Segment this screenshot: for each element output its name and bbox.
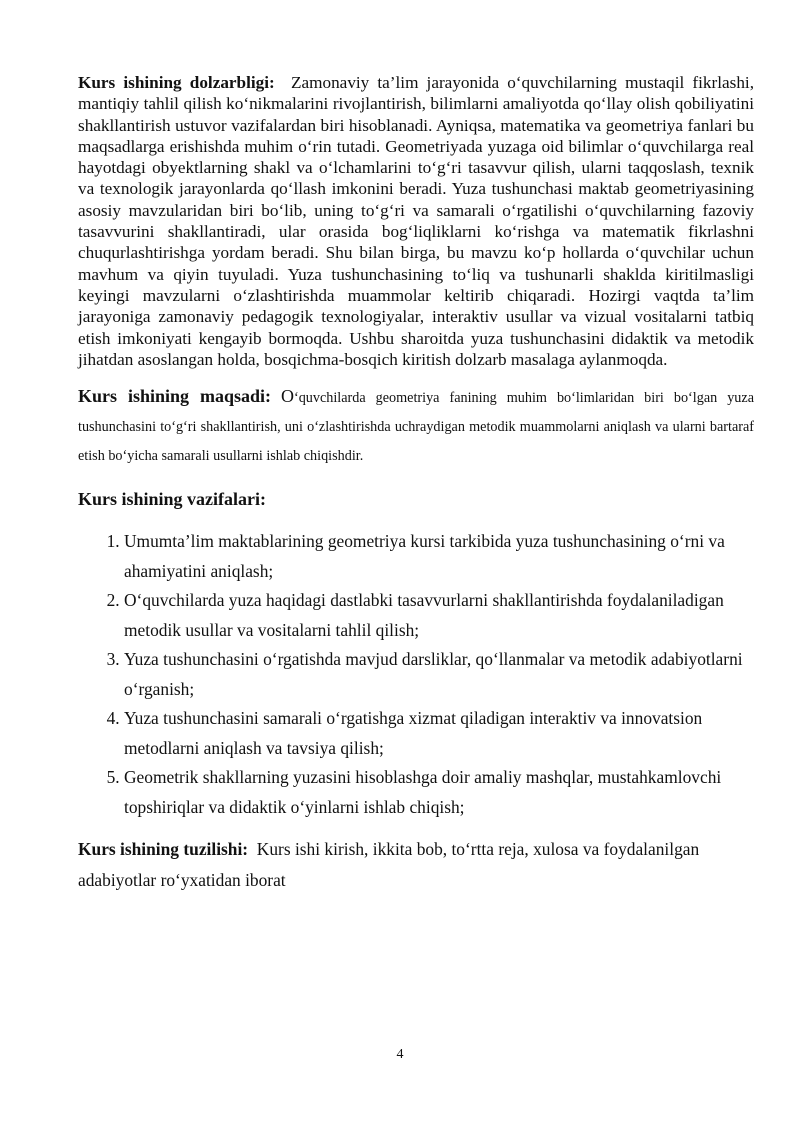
task-item: 3. Yuza tushunchasini o‘rgatishda mavjud darsliklar, qo‘llanmalar va metodik adabiyotlarni o‘rganish; <box>124 645 754 704</box>
tasks-list <box>78 527 754 822</box>
task-item: 1. Umumta’lim maktablarining geometriya kursi tarkibida yuza tushunchasining o‘rni va ahamiyatini aniqlash; <box>124 527 754 586</box>
tasks-heading: Kurs ishining vazifalari: <box>78 489 267 510</box>
relevance-label: Kurs ishining dolzarbligi: <box>78 73 275 92</box>
task-item: 2. O‘quvchilarda yuza haqidagi dastlabki tasavvurlarni shakllantirishda foydalaniladigan metodik usullar va vositalarni tahlil qilish; <box>124 586 754 645</box>
relevance-text: Zamonaviy ta’lim jarayonida o‘quvchilarning mustaqil fikrlashi, mantiqiy tahlil qilish ko‘nikmalarini rivojlantirish, bilimlarni amaliyotda qo‘llay olish qobiliyatini shakllantirish ustuvor vazifalardan biri hisoblanadi. Ayniqsa, matematika va geometriya fanlari bu maqsadlarga erishishda muhim o‘rin tutadi. Geometriyada yuzaga oid bilimlar o‘quvchilarga real hayotdagi obyektlarning shakl va o‘lchamlarini to‘g‘ri tasavvur qilish, ularni taqqoslash, texnik va texnologik jarayonlarda qo‘llash imkonini beradi. Yuza tushunchasi maktab geometriyasining asosiy mavzularidan biri bo‘lib, uning to‘g‘ri va samarali o‘rgatilishi o‘quvchilarning fazoviy tasavvurini shakllantiradi, ular orasida bog‘liqliklarni ko‘rishga va matematik fikrlashni chuqurlashtirishga yordam beradi. Shu bilan birga, bu mavzu ko‘p hollarda o‘quvchilar uchun mavhum va qiyin tuyuladi. Yuza tushunchasining to‘liq va tushunarli shaklda kiritilmasligi keyingi mavzularni o‘zlashtirishda muammolar keltirib chiqaradi. Hozirgi vaqtda ta’lim jarayoniga zamonaviy pedagogik texnologiyalar, interaktiv usullar va vizual vositalarni tatbiq etish imkoniyati kengayib bormoqda. Ushbu sharoitda yuza tushunchasini didaktik va metodik jihatdan asoslangan holda, bosqichma-bosqich kiritish dolzarb masalaga aylanmoqda. <box>78 73 755 369</box>
goal-paragraph <box>78 382 754 471</box>
structure-label: Kurs ishining tuzilishi: <box>78 839 249 860</box>
goal-lead-letter: O <box>280 386 294 407</box>
relevance-paragraph <box>78 72 754 370</box>
page-number: 4 <box>396 1047 404 1062</box>
structure-text: Kurs ishi kirish, ikkita bob, to‘rtta reja, xulosa va foydalanilgan adabiyotlar ro‘yxatidan iborat <box>78 839 700 891</box>
goal-text: ‘quvchilarda geometriya fanining muhim bo‘limlaridan biri bo‘lgan yuza tushunchasini to‘g‘ri shakllantirish, uni o‘zlashtirishda uchraydigan metodik muammolarni aniqlash va ularni bartaraf etish bo‘yicha samarali usullarni ishlab chiqishdir. <box>78 390 754 465</box>
structure-paragraph <box>78 834 754 896</box>
task-item: 4. Yuza tushunchasini samarali o‘rgatishga xizmat qiladigan interaktiv va innovatsion metodlarni aniqlash va tavsiya qilish; <box>124 704 754 763</box>
page-content <box>78 72 754 896</box>
task-item: 5. Geometrik shakllarning yuzasini hisoblashga doir amaliy mashqlar, mustahkamlovchi topshiriqlar va didaktik o‘yinlarni ishlab chiqish; <box>124 763 754 822</box>
goal-label: Kurs ishining maqsadi: <box>78 386 271 407</box>
